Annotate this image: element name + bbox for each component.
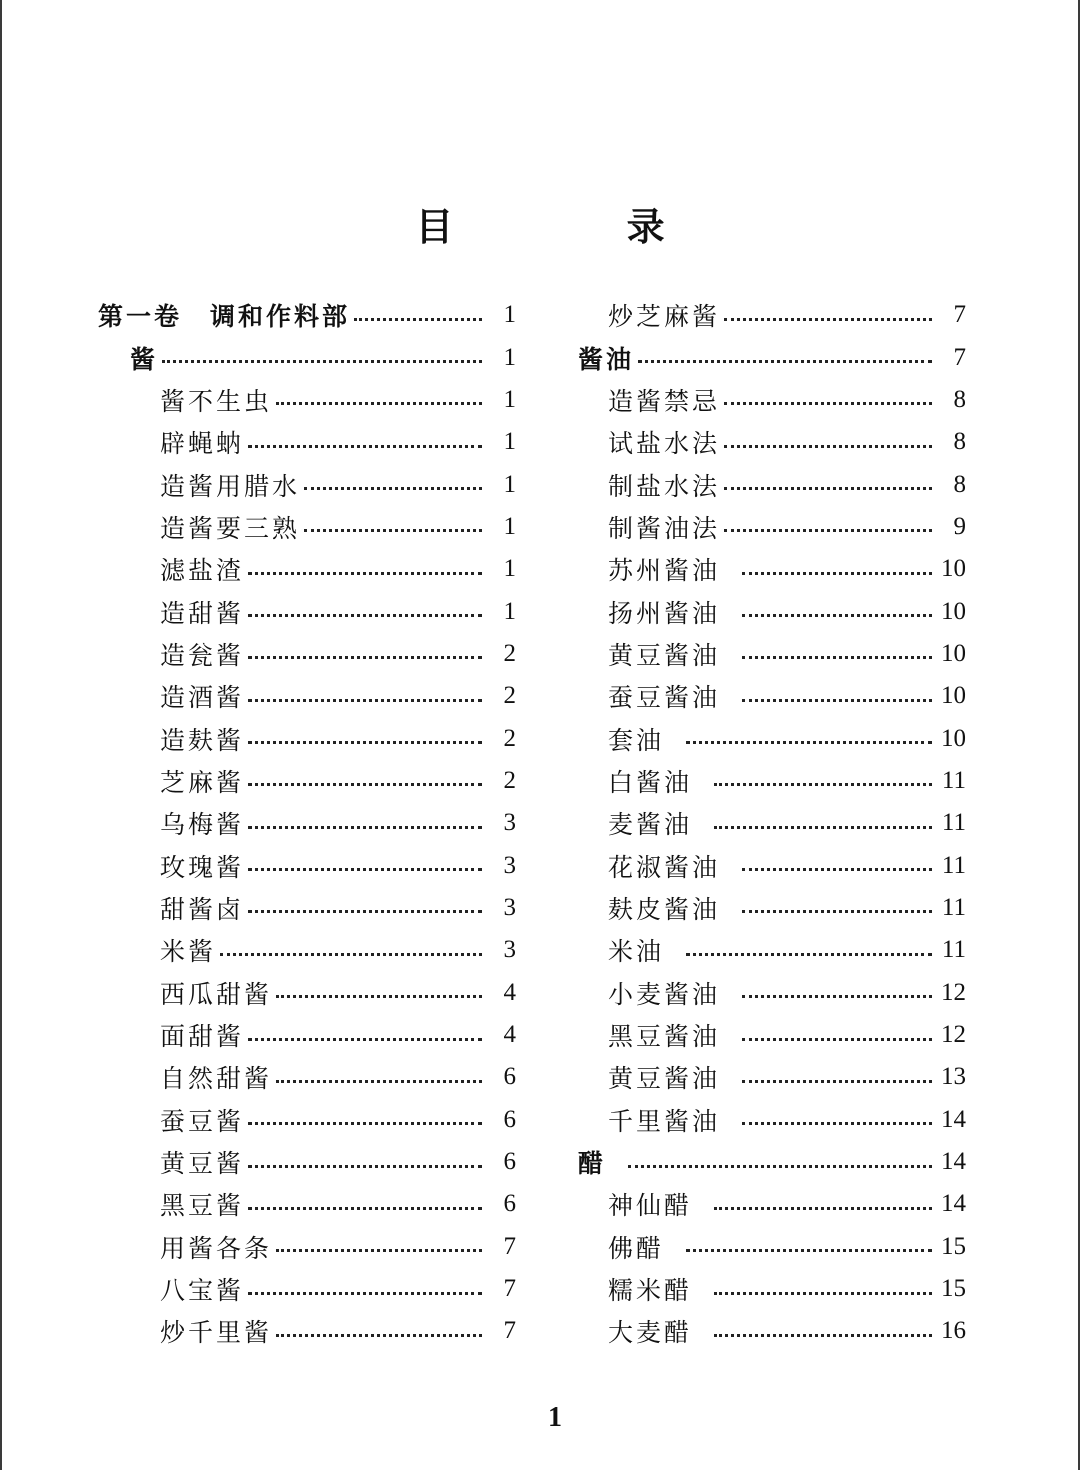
dot-leader xyxy=(276,1076,482,1083)
toc-entry[interactable] xyxy=(98,463,516,505)
toc-entry[interactable] xyxy=(578,421,966,463)
page-number: 1 xyxy=(548,1402,562,1433)
dot-leader xyxy=(220,949,482,956)
toc-entry-page: 9 xyxy=(953,512,966,540)
toc-entry-label: 造酱禁忌 xyxy=(608,386,721,416)
toc-entry[interactable] xyxy=(578,1141,966,1183)
toc-entry-label: 芝麻酱 xyxy=(160,767,245,797)
dot-leader xyxy=(248,737,482,744)
toc-entry[interactable] xyxy=(578,675,966,717)
toc-entry-page: 4 xyxy=(503,978,516,1006)
dot-leader xyxy=(714,1330,932,1337)
toc-entry[interactable] xyxy=(578,717,966,759)
toc-entry[interactable] xyxy=(578,294,966,336)
toc-entry[interactable] xyxy=(98,1310,516,1352)
toc-entry-page: 7 xyxy=(503,1317,516,1345)
toc-entry-page: 14 xyxy=(941,1190,966,1218)
dot-leader xyxy=(248,1118,482,1125)
toc-entry-page: 10 xyxy=(941,555,966,583)
toc-entry[interactable] xyxy=(98,294,516,336)
toc-entry-label: 玫瑰酱 xyxy=(160,852,245,882)
toc-entry-page: 10 xyxy=(941,597,966,625)
toc-entry[interactable] xyxy=(98,675,516,717)
toc-entry-page: 1 xyxy=(503,428,516,456)
toc-entry-label: 炒千里酱 xyxy=(160,1318,273,1348)
toc-entry-page: 14 xyxy=(941,1148,966,1176)
toc-entry-page: 13 xyxy=(941,1063,966,1091)
toc-entry-label: 黑豆酱 xyxy=(160,1191,245,1221)
toc-entry-page: 10 xyxy=(941,682,966,710)
toc-entry[interactable] xyxy=(578,1099,966,1141)
toc-entry-label: 扬州酱油 xyxy=(608,598,721,628)
toc-entry-label: 试盐水法 xyxy=(608,429,721,459)
toc-entry[interactable] xyxy=(578,633,966,675)
dot-leader xyxy=(714,1203,932,1210)
toc-entry-label: 米酱 xyxy=(160,937,217,967)
toc-entry-label: 西瓜甜酱 xyxy=(160,979,273,1009)
dot-leader xyxy=(276,1245,482,1252)
dot-leader xyxy=(686,1245,932,1252)
dot-leader xyxy=(742,1034,932,1041)
toc-entry-page: 3 xyxy=(503,893,516,921)
toc-entry-page: 8 xyxy=(953,385,966,413)
toc-entry-label: 甜酱卤 xyxy=(160,894,245,924)
toc-entry[interactable] xyxy=(578,929,966,971)
toc-entry-label: 黄豆酱油 xyxy=(608,640,721,670)
toc-entry-label: 黑豆酱油 xyxy=(608,1022,721,1052)
toc-entry[interactable] xyxy=(578,1226,966,1268)
dot-leader xyxy=(304,525,482,532)
toc-entry-page: 15 xyxy=(941,1232,966,1260)
toc-entry-label: 小麦酱油 xyxy=(608,979,721,1009)
toc-entry-page: 7 xyxy=(503,1275,516,1303)
toc-entry-page: 2 xyxy=(503,724,516,752)
toc-entry-page: 1 xyxy=(503,597,516,625)
toc-entry-label: 神仙醋 xyxy=(608,1191,693,1221)
toc-entry-page: 6 xyxy=(503,1063,516,1091)
dot-leader xyxy=(742,906,932,913)
toc-entry-page: 3 xyxy=(503,851,516,879)
toc-entry-label: 造甜酱 xyxy=(160,598,245,628)
toc-entry-label: 酱油 xyxy=(578,344,635,374)
toc-entry-label: 黄豆酱油 xyxy=(608,1064,721,1094)
toc-entry-label: 套油 xyxy=(608,725,665,755)
toc-entry[interactable] xyxy=(578,548,966,590)
toc-entry[interactable] xyxy=(98,1183,516,1225)
toc-entry[interactable] xyxy=(578,972,966,1014)
toc-entry[interactable] xyxy=(578,802,966,844)
dot-leader xyxy=(742,1076,932,1083)
toc-entry-label: 滤盐渣 xyxy=(160,556,245,586)
toc-entry-page: 6 xyxy=(503,1190,516,1218)
toc-entry-label: 八宝酱 xyxy=(160,1276,245,1306)
toc-entry-page: 1 xyxy=(503,470,516,498)
toc-entry-page: 6 xyxy=(503,1105,516,1133)
toc-entry-page: 3 xyxy=(503,936,516,964)
dot-leader xyxy=(686,949,932,956)
toc-entry[interactable] xyxy=(578,336,966,378)
toc-entry-label: 制酱油法 xyxy=(608,513,721,543)
toc-entry[interactable] xyxy=(98,887,516,929)
toc-entry-page: 2 xyxy=(503,766,516,794)
toc-entry[interactable] xyxy=(98,1268,516,1310)
toc-entry[interactable] xyxy=(578,1183,966,1225)
toc-entry-label: 大麦醋 xyxy=(608,1318,693,1348)
toc-entry[interactable] xyxy=(98,1056,516,1098)
toc-entry[interactable] xyxy=(578,1268,966,1310)
toc-entry[interactable] xyxy=(98,590,516,632)
dot-leader xyxy=(714,1288,932,1295)
dot-leader xyxy=(742,1118,932,1125)
dot-leader xyxy=(276,1330,482,1337)
toc-entry[interactable] xyxy=(578,379,966,421)
dot-leader xyxy=(724,483,932,490)
dot-leader xyxy=(628,1161,932,1168)
dot-leader xyxy=(742,695,932,702)
dot-leader xyxy=(248,610,482,617)
dot-leader xyxy=(742,652,932,659)
toc-entry[interactable] xyxy=(578,887,966,929)
toc-entry[interactable] xyxy=(578,506,966,548)
toc-entry-page: 6 xyxy=(503,1148,516,1176)
dot-leader xyxy=(276,991,482,998)
toc-entry[interactable] xyxy=(578,844,966,886)
dot-leader xyxy=(724,398,932,405)
dot-leader xyxy=(248,695,482,702)
toc-entry-page: 11 xyxy=(941,893,966,921)
toc-entry-page: 2 xyxy=(503,639,516,667)
dot-leader xyxy=(742,991,932,998)
toc-entry-label: 花淑酱油 xyxy=(608,852,721,882)
toc-entry[interactable] xyxy=(98,336,516,378)
dot-leader xyxy=(248,441,482,448)
toc-entry-page: 7 xyxy=(953,301,966,329)
toc-entry[interactable] xyxy=(98,844,516,886)
toc-entry-page: 1 xyxy=(503,385,516,413)
toc-entry-page: 8 xyxy=(953,470,966,498)
dot-leader xyxy=(248,652,482,659)
dot-leader xyxy=(248,822,482,829)
toc-entry-label: 醋 xyxy=(578,1149,607,1179)
toc-entry[interactable] xyxy=(98,1099,516,1141)
toc-entry[interactable] xyxy=(98,421,516,463)
toc-entry-page: 1 xyxy=(503,555,516,583)
dot-leader xyxy=(248,1161,482,1168)
toc-entry[interactable] xyxy=(98,633,516,675)
toc-entry-page: 4 xyxy=(503,1021,516,1049)
toc-entry[interactable] xyxy=(98,760,516,802)
toc-entry-page: 1 xyxy=(503,343,516,371)
dot-leader xyxy=(162,356,482,363)
toc-entry-page: 10 xyxy=(941,639,966,667)
toc-entry-label: 造瓮酱 xyxy=(160,640,245,670)
dot-leader xyxy=(248,1203,482,1210)
toc-entry-page: 15 xyxy=(941,1275,966,1303)
toc-entry-label: 苏州酱油 xyxy=(608,556,721,586)
toc-entry-label: 蚕豆酱油 xyxy=(608,683,721,713)
toc-entry-label: 酱 xyxy=(130,344,159,374)
toc-entry-label: 造酱用腊水 xyxy=(160,471,301,501)
dot-leader xyxy=(724,441,932,448)
dot-leader xyxy=(248,864,482,871)
dot-leader xyxy=(742,610,932,617)
toc-entry[interactable] xyxy=(98,506,516,548)
toc-entry-page: 8 xyxy=(953,428,966,456)
toc-entry-page: 7 xyxy=(953,343,966,371)
toc-entry[interactable] xyxy=(98,379,516,421)
dot-leader xyxy=(248,1288,482,1295)
toc-entry[interactable] xyxy=(578,590,966,632)
toc-entry-label: 米油 xyxy=(608,937,665,967)
toc-entry[interactable] xyxy=(98,548,516,590)
toc-entry[interactable] xyxy=(578,463,966,505)
dot-leader xyxy=(276,398,482,405)
toc-entry-label: 黄豆酱 xyxy=(160,1149,245,1179)
toc-entry[interactable] xyxy=(578,760,966,802)
dot-leader xyxy=(686,737,932,744)
toc-entry[interactable] xyxy=(98,802,516,844)
toc-entry-label: 自然甜酱 xyxy=(160,1064,273,1094)
toc-entry[interactable] xyxy=(98,972,516,1014)
toc-entry-page: 1 xyxy=(503,301,516,329)
dot-leader xyxy=(248,568,482,575)
toc-entry-page: 7 xyxy=(503,1232,516,1260)
toc-entry-label: 面甜酱 xyxy=(160,1022,245,1052)
dot-leader xyxy=(742,568,932,575)
toc-entry[interactable] xyxy=(98,929,516,971)
toc-entry[interactable] xyxy=(98,717,516,759)
toc-entry-page: 11 xyxy=(941,936,966,964)
toc-entry-label: 麸皮酱油 xyxy=(608,894,721,924)
toc-entry-label: 糯米醋 xyxy=(608,1276,693,1306)
dot-leader xyxy=(248,1034,482,1041)
toc-entry-label: 佛醋 xyxy=(608,1233,665,1263)
toc-entry-page: 14 xyxy=(941,1105,966,1133)
toc-entry-label: 第一卷 调和作料部 xyxy=(98,302,351,332)
toc-entry-label: 炒芝麻酱 xyxy=(608,302,721,332)
toc-entry-label: 蚕豆酱 xyxy=(160,1106,245,1136)
toc-entry-label: 造酒酱 xyxy=(160,683,245,713)
dot-leader xyxy=(724,525,932,532)
toc-entry-page: 3 xyxy=(503,809,516,837)
toc-entry-page: 11 xyxy=(941,766,966,794)
dot-leader xyxy=(742,864,932,871)
toc-left-column xyxy=(98,294,516,1353)
toc-entry-label: 制盐水法 xyxy=(608,471,721,501)
toc-entry[interactable] xyxy=(578,1056,966,1098)
dot-leader xyxy=(714,822,932,829)
toc-entry-label: 用酱各条 xyxy=(160,1233,273,1263)
dot-leader xyxy=(248,779,482,786)
toc-entry[interactable] xyxy=(98,1226,516,1268)
toc-entry-page: 16 xyxy=(941,1317,966,1345)
toc-entry[interactable] xyxy=(98,1141,516,1183)
dot-leader xyxy=(724,314,932,321)
toc-entry-page: 12 xyxy=(941,1021,966,1049)
toc-entry-label: 造麸酱 xyxy=(160,725,245,755)
toc-entry-label: 乌梅酱 xyxy=(160,810,245,840)
toc-entry-page: 1 xyxy=(503,512,516,540)
toc-entry-page: 11 xyxy=(941,851,966,879)
dot-leader xyxy=(304,483,482,490)
dot-leader xyxy=(714,779,932,786)
dot-leader xyxy=(638,356,932,363)
toc-entry[interactable] xyxy=(98,1014,516,1056)
page-title: 目 录 xyxy=(415,205,745,249)
toc-entry-label: 千里酱油 xyxy=(608,1106,721,1136)
toc-entry-label: 造酱要三熟 xyxy=(160,513,301,543)
toc-entry[interactable] xyxy=(578,1310,966,1352)
toc-entry-page: 11 xyxy=(941,809,966,837)
toc-entry-label: 麦酱油 xyxy=(608,810,693,840)
toc-entry-page: 12 xyxy=(941,978,966,1006)
dot-leader xyxy=(354,314,482,321)
toc-entry-page: 2 xyxy=(503,682,516,710)
toc-entry-label: 白酱油 xyxy=(608,767,693,797)
toc-right-column xyxy=(578,294,966,1353)
toc-entry-label: 辟蝇蚋 xyxy=(160,429,245,459)
toc-entry-page: 10 xyxy=(941,724,966,752)
dot-leader xyxy=(248,906,482,913)
toc-entry-label: 酱不生虫 xyxy=(160,386,273,416)
toc-entry[interactable] xyxy=(578,1014,966,1056)
